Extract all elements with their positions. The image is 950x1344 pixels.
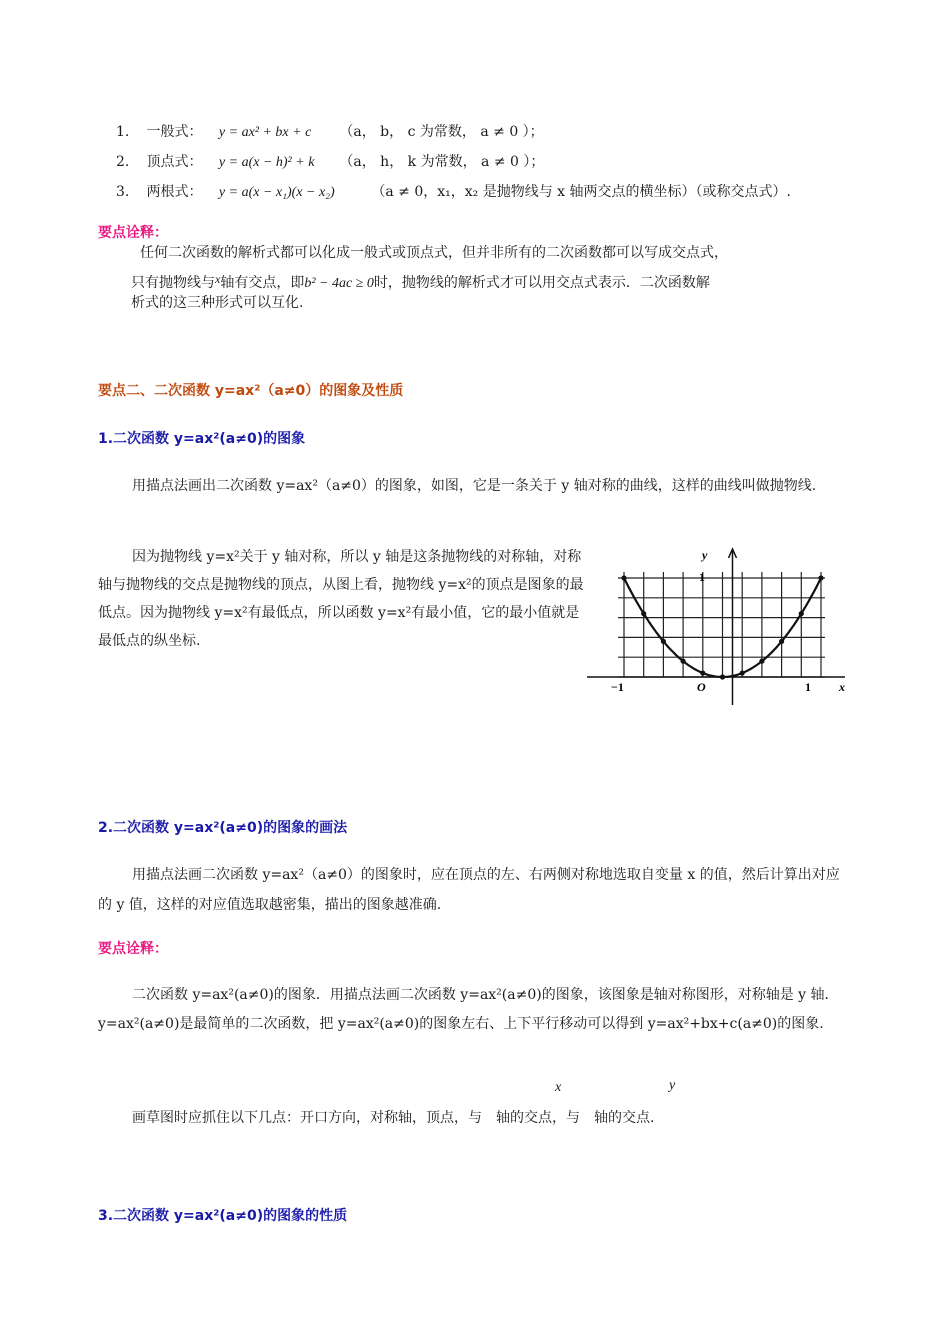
paragraph: 二次函数 y=ax²(a≠0)的图象．用描点法画二次函数 y=ax²(a≠0)的图象，该图象是轴对称图形，对称轴是 y 轴． y=ax²(a≠0)是最简单的二次函数，把 y=ax²(a≠0)的图象左右、上下平行移动可以得到 y=ax²+bx+c(a≠0)的图象. [98,987,839,1032]
subsection-title: 1.二次函数 y=ax²(a≠0)的图象 [98,431,306,447]
formula: y = a(x − x₁)(x − x₂) [218,185,335,200]
data-point [621,575,626,580]
data-point [681,659,686,664]
data-point [799,611,804,616]
condition: （a ≠ 0，x₁，x₂ 是抛物线与 x 轴两交点的横坐标）（或称交点式）. [371,184,791,200]
note-heading: 要点诠释： [98,225,168,241]
vertex-form-row [116,152,544,173]
data-point [641,611,646,616]
form-label: 两根式： [146,184,203,200]
data-point [661,639,666,644]
data-point [818,575,823,580]
formula: y = ax² + bx + c [218,125,312,140]
condition: （a， h， k 为常数， a ≠ 0 ）； [339,154,545,170]
data-point [720,674,725,679]
paragraph: 画草图时应抓住以下几点：开口方向，对称轴，顶点，与 轴的交点，与 轴的交点. [132,1110,655,1126]
section-title: 要点二、二次函数 y=ax²（a≠0）的图象及性质 [98,383,404,399]
y-tick-label-max: 1 [699,570,705,584]
y-axis-label: y [702,548,708,562]
note-heading: 要点诠释： [98,941,168,957]
floating-var-y: y [669,1078,676,1093]
item-number: 3. [116,184,130,200]
data-point [759,659,764,664]
paragraph: 用描点法画出二次函数 y=ax²（a≠0）的图象，如图，它是一条关于 y 轴对称的曲线，这样的曲线叫做抛物线. [132,478,817,494]
origin-label: O [697,680,706,694]
formula: y = a(x − h)² + k [218,155,315,170]
data-point [779,639,784,644]
item-number: 2. [116,154,130,170]
subsection-title: 2.二次函数 y=ax²(a≠0)的图象的画法 [98,820,348,836]
data-point [700,670,705,675]
floating-var-x: x [555,1080,562,1095]
condition: （a， b， c 为常数， a ≠ 0 ）； [339,124,544,140]
data-point [740,670,745,675]
x-tick-label-min: −1 [611,680,624,694]
note-line: 任何二次函数的解析式都可以化成一般式或顶点式，但并非所有的二次函数都可以写成交点式， [140,245,728,261]
item-number: 1. [116,124,130,140]
subsection-title: 3.二次函数 y=ax²(a≠0)的图象的性质 [98,1208,348,1224]
x-axis-label: x [839,680,845,694]
paragraph: 用描点法画二次函数 y=ax²（a≠0）的图象时，应在顶点的左、右两侧对称地选取自变量 x 的值，然后计算出对应的 y 值，这样的对应值选取越密集，描出的图象越准确. [98,867,840,913]
form-label: 一般式： [146,124,203,140]
note-line: 析式的这三种形式可以互化. [131,295,304,311]
paragraph: 因为抛物线 y=x²关于 y 轴对称，所以 y 轴是这条抛物线的对称轴，对称轴与抛物线的交点是抛物线的顶点，从图上看，抛物线 y=x²的顶点是图象的最低点。因为抛物线 y=x²有最低点，所以函数 y=x²有最小值，它的最小值就是最低点的纵坐标. [98,549,584,649]
general-form-row [116,122,544,143]
form-label: 顶点式： [146,154,203,170]
roots-form-row [116,182,791,203]
note-line: 只有抛物线与x轴有交点，即b² − 4ac ≥ 0时，抛物线的解析式才可以用交点式表示．二次函数解 [131,272,710,291]
parabola-graph [583,545,853,710]
x-tick-label-max: 1 [805,680,811,694]
